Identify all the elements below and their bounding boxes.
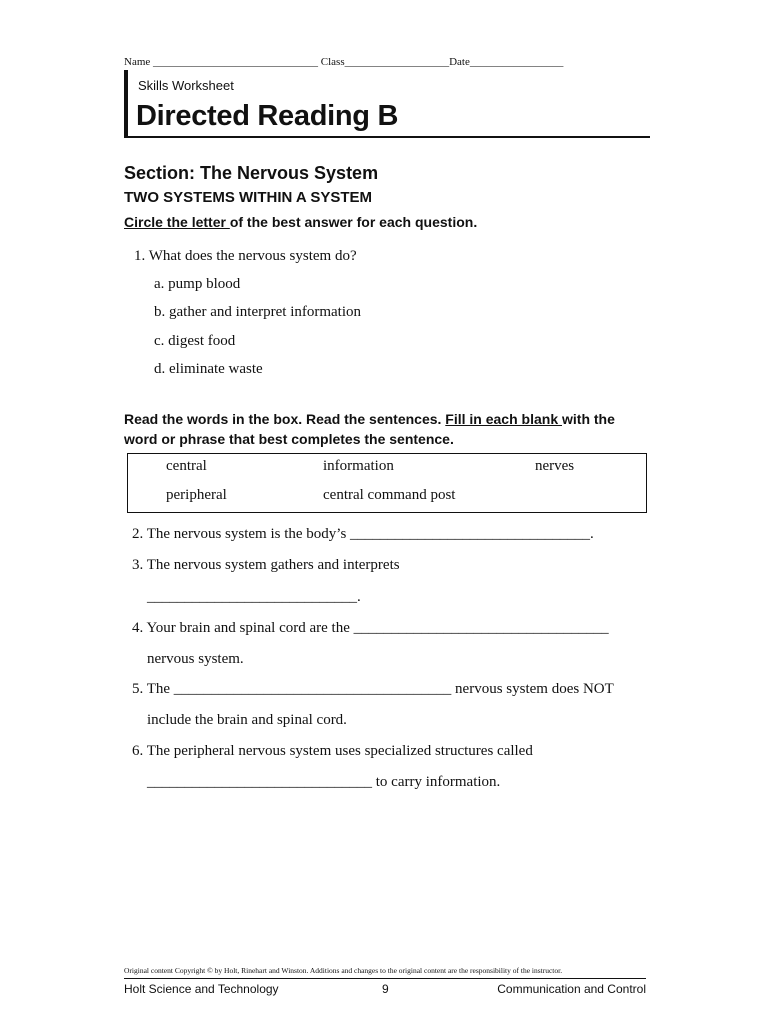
subsection-title: TWO SYSTEMS WITHIN A SYSTEM (124, 189, 373, 206)
instructions-fill-in (124, 409, 644, 449)
page-number: 9 (382, 982, 389, 996)
word-bank-item: central (166, 458, 207, 474)
footer-chapter: Communication and Control (497, 982, 646, 996)
answer-option-d[interactable]: d. eliminate waste (154, 361, 263, 377)
word-bank-item: central command post (323, 487, 456, 503)
name-label: Name (124, 56, 151, 68)
word-box (127, 453, 647, 513)
word-bank-item: peripheral (166, 487, 227, 503)
footer-divider (124, 978, 646, 979)
answer-option-b[interactable]: b. gather and interpret information (154, 304, 362, 320)
page-title: Directed Reading B (136, 100, 399, 132)
answer-option-a[interactable]: a. pump blood (154, 276, 241, 292)
title-block (124, 70, 650, 138)
fill-in-question-3: 3. The nervous system gathers and interprets (132, 557, 400, 573)
instructions-part2: with the word or phrase that best completes the sentence. (124, 411, 615, 447)
date-label: Date (449, 56, 470, 68)
word-bank-item: nerves (535, 458, 575, 474)
fill-in-question-4-cont: nervous system. (147, 651, 244, 667)
fill-in-blank-3[interactable]: ____________________________. (147, 589, 361, 605)
fill-in-question-2[interactable]: 2. The nervous system is the body’s ________________________________. (132, 526, 594, 542)
word-bank-item: information (323, 458, 394, 474)
name-blank[interactable]: ______________________________ (153, 56, 319, 68)
instructions-rest: of the best answer for each question. (229, 214, 478, 230)
instructions-underlined-2: Fill in each blank (445, 411, 562, 427)
answer-option-c[interactable]: c. digest food (154, 333, 236, 349)
class-label: Class (320, 56, 345, 68)
header-fields (124, 56, 644, 68)
worksheet-type: Skills Worksheet (138, 78, 234, 93)
fill-in-blank-6[interactable]: ______________________________ to carry information. (147, 774, 501, 790)
date-blank[interactable]: _________________ (469, 56, 564, 68)
fill-in-question-5[interactable]: 5. The _____________________________________ nervous system does NOT (132, 681, 614, 697)
instructions-part1: Read the words in the box. Read the sentences. (124, 411, 446, 427)
footer-publisher: Holt Science and Technology (124, 982, 279, 996)
fill-in-question-5-cont: include the brain and spinal cord. (147, 712, 347, 728)
copyright-notice: Original content Copyright © by Holt, Rinehart and Winston. Additions and changes to the original content are the responsibility of the instructor. (124, 966, 563, 975)
fill-in-question-6: 6. The peripheral nervous system uses specialized structures called (132, 743, 533, 759)
question-1: 1. What does the nervous system do? (134, 248, 357, 264)
class-blank[interactable]: ___________________ (344, 56, 450, 68)
fill-in-question-4[interactable]: 4. Your brain and spinal cord are the __________________________________ (132, 620, 609, 636)
instructions-circle (124, 214, 477, 230)
instructions-underlined: Circle the letter (124, 214, 230, 230)
section-title: Section: The Nervous System (124, 163, 379, 183)
